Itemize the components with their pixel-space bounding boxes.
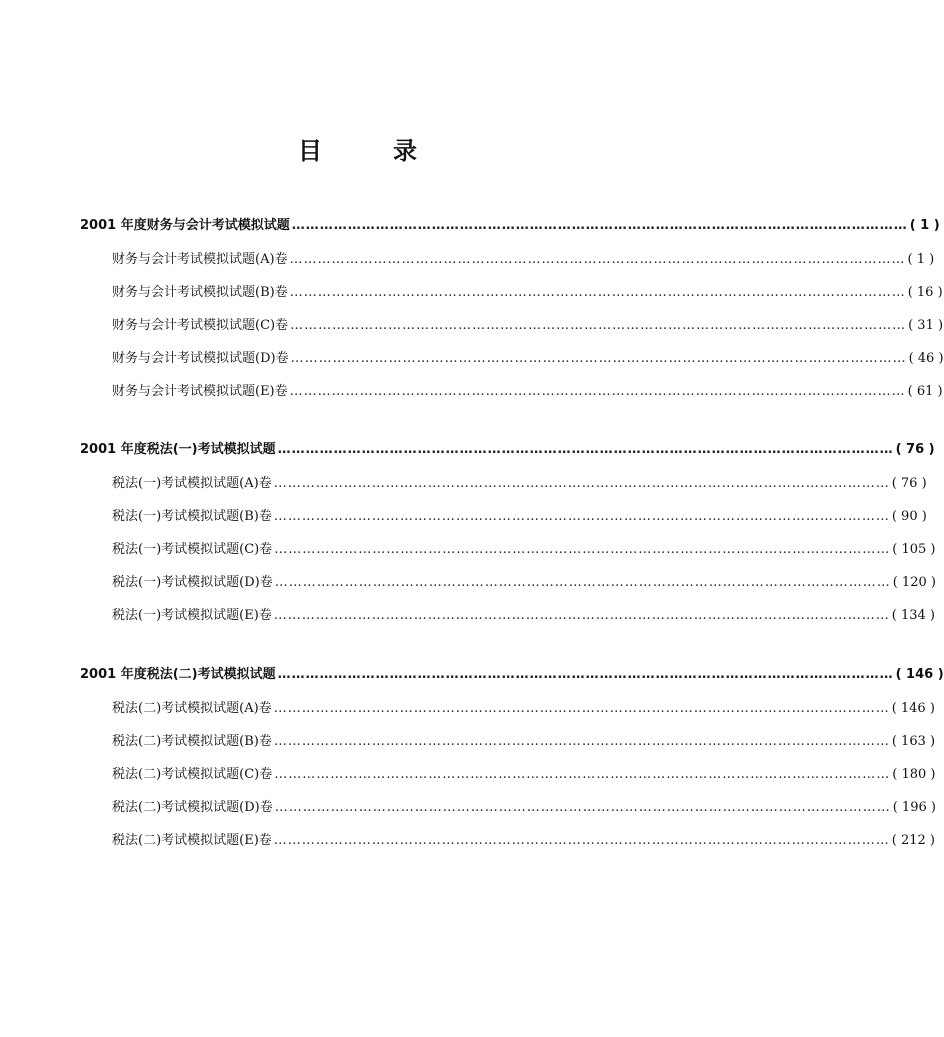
toc-page-number: ( 76 )	[891, 476, 927, 491]
page-title	[0, 136, 713, 166]
toc-entry-label: 财务与会计考试模拟试题(E)卷	[112, 384, 288, 399]
toc-entry-label: 财务与会计考试模拟试题(C)卷	[112, 318, 289, 333]
toc-entry-label: 财务与会计考试模拟试题(B)卷	[112, 285, 288, 300]
toc-entry[interactable]	[112, 606, 936, 626]
toc-leader: ……………………………………………………………………………………………………………………	[290, 351, 907, 366]
toc-entry[interactable]	[112, 349, 944, 369]
toc-section-tax-law-1[interactable]	[80, 440, 935, 460]
toc-page-number: ( 196 )	[892, 800, 936, 815]
toc-entry[interactable]	[112, 474, 927, 494]
toc-entry[interactable]	[112, 798, 936, 818]
toc-entry[interactable]	[112, 573, 936, 593]
toc-leader: ……………………………………………………………………………………………………………………	[274, 542, 891, 557]
toc-page-number: ( 146 )	[891, 701, 935, 716]
toc-page-number: ( 46 )	[908, 351, 944, 366]
toc-section-label: 2001 年度财务与会计考试模拟试题	[80, 218, 290, 233]
toc-leader: ……………………………………………………………………………………………………………………	[274, 800, 891, 815]
toc-page-number: ( 1 )	[907, 252, 935, 267]
toc-entry[interactable]	[112, 699, 935, 719]
toc-leader: ……………………………………………………………………………………………………………………	[273, 701, 890, 716]
toc-page-number: ( 16 )	[907, 285, 943, 300]
toc-entry-label: 税法(二)考试模拟试题(B)卷	[112, 734, 272, 749]
toc-page-number: ( 31 )	[908, 318, 944, 333]
toc-entry[interactable]	[112, 831, 936, 851]
toc-leader: ……………………………………………………………………………………………………………………	[273, 476, 890, 491]
toc-entry[interactable]	[112, 507, 927, 527]
toc-entry-label: 税法(二)考试模拟试题(C)卷	[112, 767, 273, 782]
toc-page-number: ( 163 )	[891, 734, 936, 749]
toc-page-number: ( 120 )	[892, 575, 936, 590]
toc-leader: ……………………………………………………………………………………………………………………	[289, 285, 906, 300]
toc-leader: ……………………………………………………………………………………………………………………	[273, 833, 890, 848]
toc-page-number: ( 90 )	[891, 509, 927, 524]
title-char-1: 目	[298, 137, 322, 165]
toc-leader: ……………………………………………………………………………………………………………………	[290, 318, 907, 333]
toc-entry[interactable]	[112, 316, 944, 336]
toc-entry[interactable]	[112, 382, 943, 402]
toc-page-number: ( 134 )	[891, 608, 936, 623]
toc-leader: ……………………………………………………………………………………………………………………	[273, 608, 890, 623]
toc-page-number: ( 180 )	[892, 767, 936, 782]
toc-leader: ……………………………………………………………………………………………………………………	[291, 218, 908, 233]
toc-page-number: ( 212 )	[891, 833, 936, 848]
toc-entry-label: 税法(二)考试模拟试题(E)卷	[112, 833, 272, 848]
toc-entry[interactable]	[112, 250, 935, 270]
toc-entry[interactable]	[112, 765, 936, 785]
toc-page-number: ( 146 )	[895, 667, 944, 682]
toc-page-number: ( 1 )	[909, 218, 940, 233]
toc-section-label: 2001 年度税法(一)考试模拟试题	[80, 442, 276, 457]
toc-entry-label: 税法(一)考试模拟试题(A)卷	[112, 476, 272, 491]
toc-leader: ……………………………………………………………………………………………………………………	[273, 509, 890, 524]
toc-entry-label: 税法(一)考试模拟试题(C)卷	[112, 542, 273, 557]
toc-leader: ……………………………………………………………………………………………………………………	[274, 575, 891, 590]
toc-leader: ……………………………………………………………………………………………………………………	[277, 442, 894, 457]
toc-page-number: ( 61 )	[907, 384, 943, 399]
toc-entry-label: 税法(二)考试模拟试题(A)卷	[112, 701, 272, 716]
toc-section-label: 2001 年度税法(二)考试模拟试题	[80, 667, 276, 682]
toc-entry-label: 税法(一)考试模拟试题(B)卷	[112, 509, 272, 524]
toc-entry-label: 财务与会计考试模拟试题(D)卷	[112, 351, 289, 366]
toc-entry[interactable]	[112, 283, 943, 303]
toc-page-number: ( 105 )	[892, 542, 936, 557]
toc-entry-label: 税法(二)考试模拟试题(D)卷	[112, 800, 273, 815]
toc-leader: ……………………………………………………………………………………………………………………	[274, 767, 891, 782]
toc-leader: ……………………………………………………………………………………………………………………	[277, 667, 894, 682]
toc-leader: ……………………………………………………………………………………………………………………	[289, 252, 906, 267]
toc-leader: ……………………………………………………………………………………………………………………	[289, 384, 906, 399]
toc-entry-label: 财务与会计考试模拟试题(A)卷	[112, 252, 288, 267]
toc-leader: ……………………………………………………………………………………………………………………	[273, 734, 890, 749]
toc-section-finance[interactable]	[80, 216, 940, 236]
toc-entry[interactable]	[112, 540, 936, 560]
toc-entry-label: 税法(一)考试模拟试题(D)卷	[112, 575, 273, 590]
toc-entry[interactable]	[112, 732, 936, 752]
toc-entry-label: 税法(一)考试模拟试题(E)卷	[112, 608, 272, 623]
toc-section-tax-law-2[interactable]	[80, 665, 944, 685]
title-char-2: 录	[393, 137, 417, 165]
toc-page-number: ( 76 )	[895, 442, 935, 457]
